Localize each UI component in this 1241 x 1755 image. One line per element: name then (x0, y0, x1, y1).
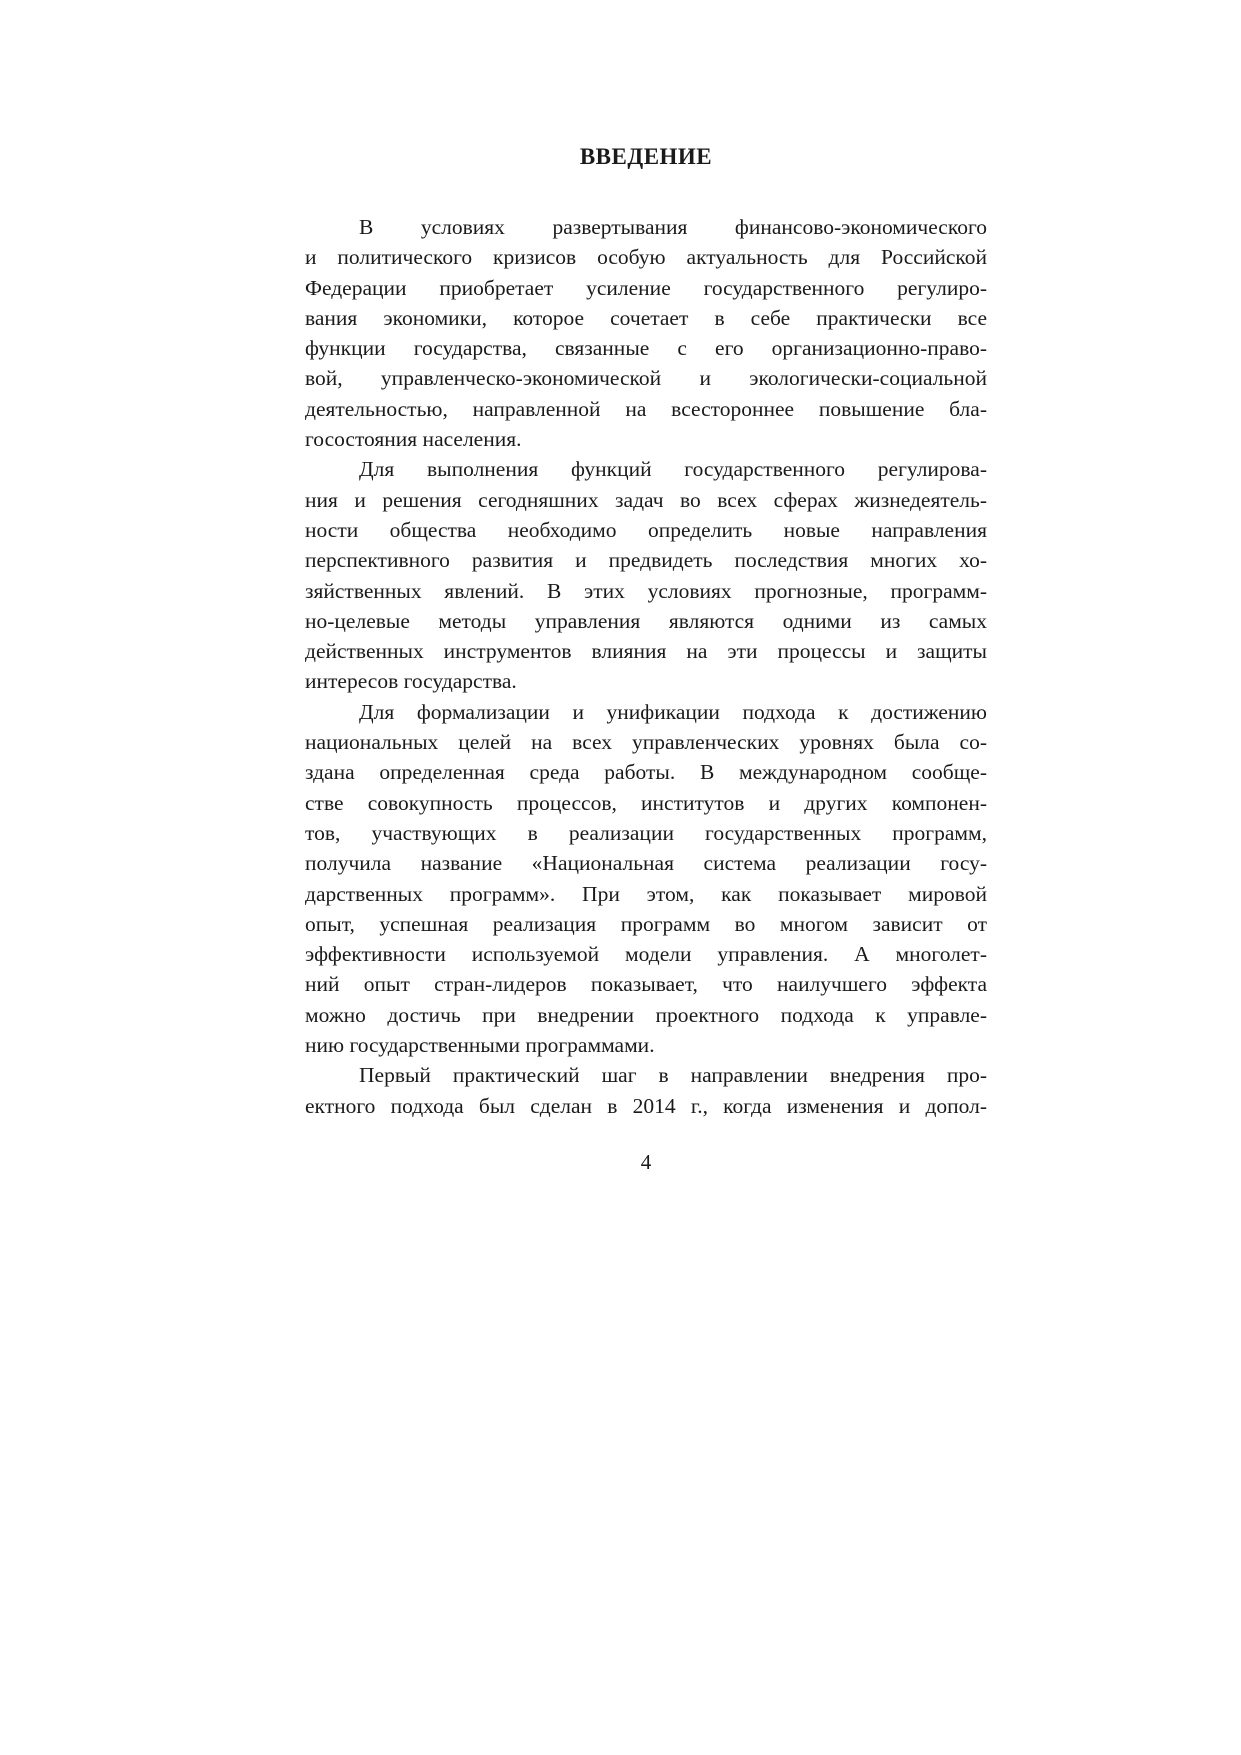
text-line: ний опыт стран-лидеров показывает, что наилучшего эффекта (305, 972, 987, 997)
text-line: действенных инструментов влияния на эти процессы и защиты (305, 639, 987, 664)
text-line: функции государства, связанные с его организационно-право- (305, 336, 987, 361)
text-line: Для формализации и унификации подхода к достижению (359, 699, 987, 724)
text-line: В условиях развертывания финансово-экономического (359, 215, 987, 239)
text-line: ности общества необходимо определить новые направления (305, 517, 987, 542)
text-line: интересов государства. (305, 669, 517, 694)
text-line: перспективного развития и предвидеть последствия многих хо- (305, 548, 987, 573)
text-line: вания экономики, которое сочетает в себе практически все (305, 305, 987, 330)
text-line: деятельностью, направленной на всестороннее повышение бла- (305, 396, 987, 421)
text-line: госостояния населения. (305, 427, 522, 452)
text-line: стве совокупность процессов, институтов и других компонен- (305, 790, 987, 815)
text-line: получила название «Национальная система реализации госу- (305, 851, 987, 876)
text-line: опыт, успешная реализация программ во многом зависит от (305, 911, 987, 936)
text-line: Для выполнения функций государственного регулирова- (359, 457, 987, 482)
page-title: ВВЕДЕНИЕ (579, 144, 713, 169)
text-line: но-целевые методы управления являются одними из самых (305, 608, 987, 633)
text-line: национальных целей на всех управленческих уровнях была со- (305, 730, 987, 755)
text-line: нию государственными программами. (305, 1033, 655, 1058)
text-line: ектного подхода был сделан в 2014 г., когда изменения и допол- (305, 1093, 987, 1118)
text-line: вой, управленческо-экономической и экологически-социальной (305, 366, 987, 391)
text-line: и политического кризисов особую актуальность для Российской (305, 245, 987, 270)
text-line: можно достичь при внедрении проектного подхода к управле- (305, 1002, 987, 1027)
text-line: дарственных программ». При этом, как показывает мировой (305, 881, 987, 906)
text-line: Федерации приобретает усиление государственного регулиро- (305, 275, 987, 300)
text-line: ния и решения сегодняшних задач во всех сферах жизнедеятель- (305, 487, 987, 512)
text-line: зяйственных явлений. В этих условиях прогнозные, программ- (305, 578, 987, 603)
body-text (305, 212, 987, 1121)
page-number: 4 (640, 1150, 652, 1174)
text-line: эффективности используемой модели управления. А многолет- (305, 942, 987, 967)
text-line: Первый практический шаг в направлении внедрения про- (359, 1063, 987, 1088)
text-line: тов, участвующих в реализации государственных программ, (305, 820, 987, 845)
text-line: здана определенная среда работы. В международном сообще- (305, 760, 987, 785)
